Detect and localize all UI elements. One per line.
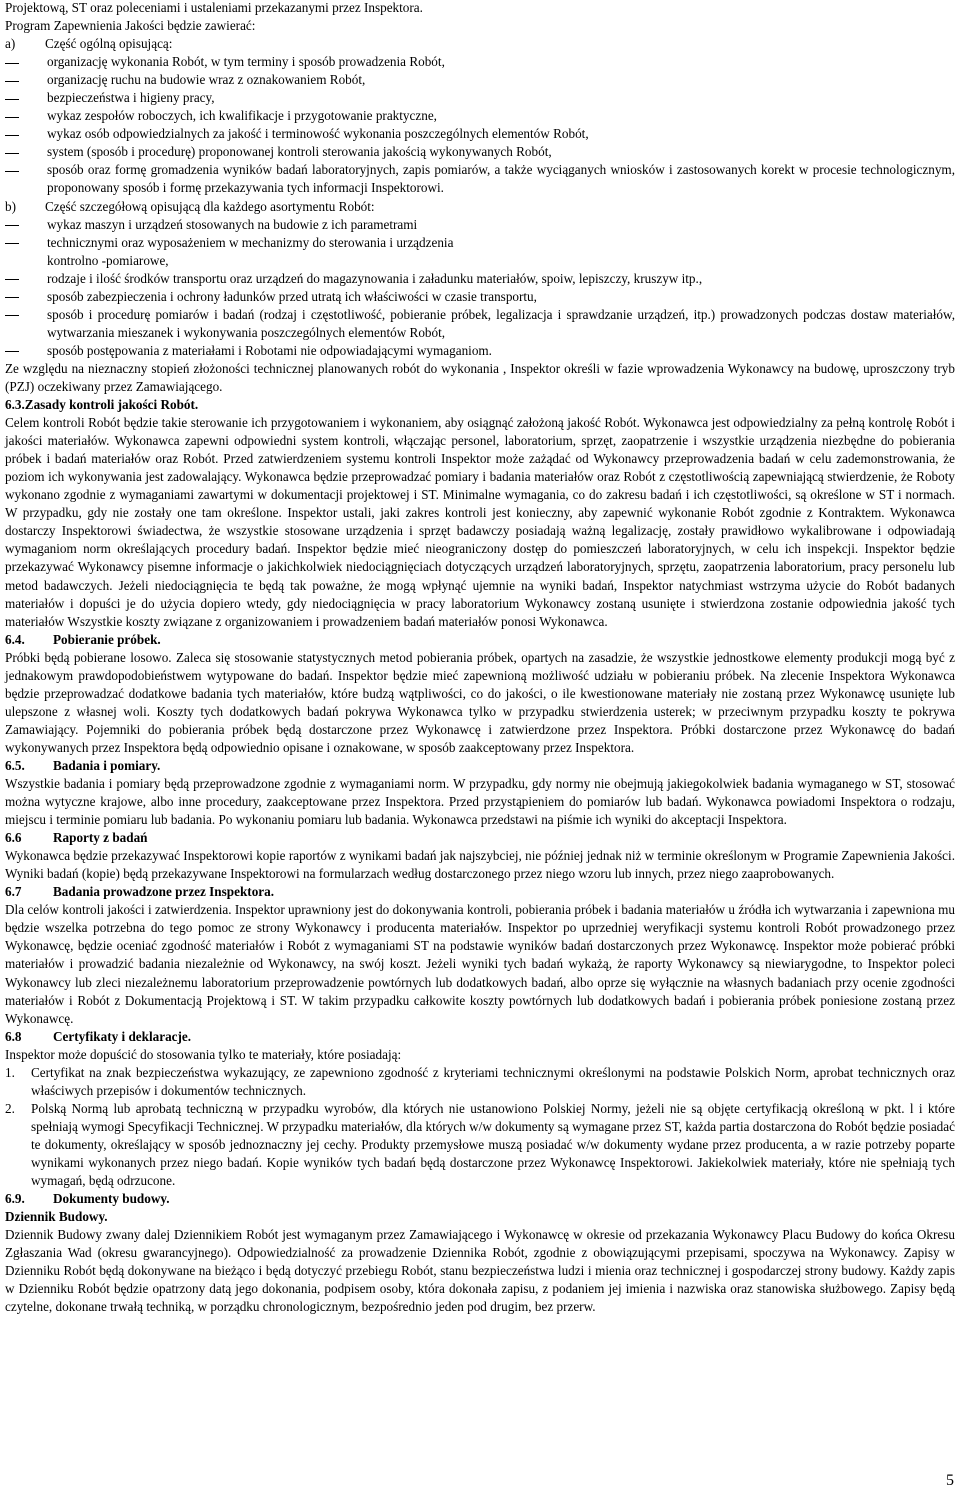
list-item: 2. Polską Normą lub aprobatą techniczną w przypadku wyrobów, dla których nie ustanowiono Polskiej Normy, jeżeli nie są objęte certyfikacją określoną w pkt. l i które spełniają wymogi Specyfikacji Technicznej. W przypadku materiałów, dla których w/w dokumenty są wymagane przez ST, każda partia dostarczona do Robót będzie posiadać te dokumenty, określający w sposób jednoznaczny jej cechy. Produkty przemysłowe muszą posiadać w/w dokumenty wydane przez producenta, a w razie potrzeby poparte wynikami wykonanych przez niego badań. Kopie wyników tych badań będą dostarczone przez Wykonawcę Inspektorowi. Jakiekolwiek materiały, które nie spełniają tych wymagań, będą odrzucone. (5, 1100, 955, 1190)
section-body-6-4: Próbki będą pobierane losowo. Zaleca się stosowanie statystycznych metod pobierania próbek, opartych na zasadzie, że wszystkie jednostkowe elementy produkcji mogą być z jednakowym prawdopodobieństwem wytypowane do badań. Inspektor będzie mieć zapewnioną możliwość udziału w pobieraniu próbek. Na zlecenie Inspektora Wykonawca będzie przeprowadzać dodatkowe badania tych materiałów, które budzą wątpliwości, co do jakości, o ile kwestionowane materiały nie zostaną przez Wykonawcę usunięte lub ulepszone z własnej woli. Koszty tych dodatkowych badań pokrywa Wykonawca tylko w przypadku stwierdzenia usterek; w przeciwnym przypadku koszty te pokrywa Zamawiający. Pojemniki do pobierania próbek będą dostarczone przez Wykonawcę i zatwierdzone przez Inspektora. Próbki dostarczone przez Wykonawcę do badań wykonywanych przez Inspektora będą odpowiednio opisane i oznakowane, w sposób zaakceptowany przez Inspektora. (5, 649, 955, 755)
list-number: 1. (5, 1064, 15, 1080)
part-a-heading (5, 35, 955, 53)
list-item: bezpieczeństwa i higieny pracy, (5, 89, 955, 107)
dash-bullet (5, 161, 47, 197)
list-number: 2. (5, 1100, 15, 1116)
dash-bullet (5, 216, 47, 234)
section-heading-6-7 (5, 883, 955, 901)
document-page (5, 0, 955, 1316)
section-number: 6.6 (5, 830, 22, 846)
section-number: 6.5. (5, 757, 25, 773)
dash-bullet (5, 288, 47, 306)
section-number: 6.8 (5, 1028, 22, 1044)
subheading-dziennik: Dziennik Budowy. (5, 1209, 108, 1225)
section-body-6-5: Wszystkie badania i pomiary będą przeprowadzone zgodnie z wymaganiami norm. W przypadku, gdy normy nie obejmują jakiegokolwiek badania wymaganego w ST, stosować można wytyczne krajowe, albo inne procedury, zaakceptowane przez Inspektora. Przed przystąpieniem do pomiarów lub badań. Wykonawca powiadomi Inspektora o rodzaju, miejscu i terminie pomiaru lub badania. Po wykonaniu pomiaru lub badania. Wykonawca przedstawi na piśmie ich wyniki do akceptacji Inspektora. (5, 776, 955, 828)
section-body-6-7: Dla celów kontroli jakości i zatwierdzenia. Inspektor uprawniony jest do dokonywania kontroli, pobierania próbek i badania materiałów u źródła ich wytwarzania i zapewniona mu będzie wszelka potrzebna do tego pomoc ze strony Wykonawcy i producenta materiałów. Inspektor po uprzedniej weryfikacji systemu kontroli Robót prowadzonego przez Wykonawcę, będzie oceniać zgodność materiałów i Robót z wymaganiami ST na podstawie wyników badań dostarczonych przez Wykonawcę. Inspektor może pobierać próbki materiałów i prowadzić badania niezależnie od Wykonawcy, na swój koszt. Jeżeli wyniki tych badań wykażą, że raporty Wykonawcy są niewiarygodne, to Inspektor poleci Wykonawcy lub zleci niezależnemu laboratorium przeprowadzenie powtórnych lub dodatkowych badań, albo oprze się wyłącznie na własnych badaniach przy ocenie zgodności materiałów i Robót z Dokumentacją Projektową i ST. W takim przypadku całkowite koszty powtórnych lub dodatkowych badań i pobierania próbek poniesione zostaną przez Wykonawcę. (5, 902, 955, 1026)
dash-bullet (5, 270, 47, 288)
list-item: organizację wykonania Robót, w tym terminy i sposób prowadzenia Robót, (5, 53, 955, 71)
list-marker: b) (5, 198, 16, 214)
part-a-title: Część ogólną opisującą: (45, 36, 173, 52)
dash-bullet (5, 342, 47, 360)
section-title: Badania prowadzone przez Inspektora. (53, 884, 275, 900)
dash-bullet (5, 89, 47, 107)
list-continuation: kontrolno -pomiarowe, (47, 252, 169, 268)
list-item: system (sposób i procedurę) proponowanej kontroli sterowania jakością wykonywanych Robót, (5, 143, 955, 161)
section-title: Pobieranie próbek. (53, 631, 161, 647)
section-heading-6-5 (5, 757, 955, 775)
closing-paragraph: Ze względu na nieznaczny stopień złożoności technicznej planowanych robót do wykonania , Inspektor określi w fazie wprowadzenia Wykonawcy na budowę, uproszczony tryb (PZJ) oczekiwany przez Zamawiającego. (5, 360, 955, 394)
section-intro-6-8: Inspektor może dopuścić do stosowania tylko te materiały, które posiadają: (5, 1046, 402, 1062)
dash-bullet (5, 71, 47, 89)
section-body-6-3: Celem kontroli Robót będzie takie sterowanie ich przygotowaniem i wykonaniem, aby osiągnąć założoną jakość Robót. Wykonawca jest odpowiedzialny za pełną kontrolę Robót i jakości materiałów. Wykonawca zapewni odpowiedni system kontroli, włączając personel, laboratorium, sprzęt, zaopatrzenie i wszystkie urządzenia niezbędne do pobierania próbek i badań materiałów oraz Robót. Przed zatwierdzeniem systemu kontroli Inspektor może zażądać od Wykonawcy przeprowadzenia badań w celu zademonstrowania, że poziom ich wykonywania jest zadowalający. Wykonawca będzie przeprowadzać pomiary i badania materiałów oraz Robót z częstotliwością zapewniającą stwierdzenie, że Roboty wykonano zgodnie z wymaganiami zawartymi w dokumentacji projektowej i ST. Minimalne wymagania, co do zakresu badań i ich częstotliwości, są określone w ST i normach. W przypadku, gdy nie zostały one tam określone. Inspektor ustali, jaki zakres kontroli jest konieczny, aby zapewnić wykonanie Robót zgodnie z Kontraktem. Wykonawca dostarczy Inspektorowi świadectwa, że wszystkie stosowane urządzenia i sprzęt badawczy posiadają ważną legalizację, zostały prawidłowo wykalibrowane i odpowiadają wymaganiom norm określających procedury badań. Inspektor będzie mieć nieograniczony dostęp do pomieszczeń laboratoryjnych, w celu ich inspekcji. Inspektor będzie przekazywać Wykonawcy pisemne informacje o jakichkolwiek niedociągnięciach dotyczących urządzeń laboratoryjnych, sprzętu, zaopatrzenia laboratorium, pracy personelu lub metod badawczych. Jeżeli niedociągnięcia te będą tak poważne, że mogą wpłynąć ujemnie na wyniki badań, Inspektor natychmiast wstrzyma użycie do Robót badanych materiałów i dopuści je do użycia dopiero wtedy, gdy niedociągnięcia w pracy laboratorium Wykonawcy zostaną usunięte i stwierdzona zostanie odpowiednia jakość tych materiałów Wszystkie koszty związane z organizowaniem i prowadzeniem badań materiałów ponosi Wykonawca. (5, 415, 955, 629)
section-title: Dokumenty budowy. (53, 1191, 170, 1207)
list-item: technicznymi oraz wyposażeniem w mechanizmy do sterowania i urządzenia (5, 234, 955, 252)
list-marker: a) (5, 36, 16, 52)
dash-bullet (5, 143, 47, 161)
section-heading-6-8 (5, 1028, 955, 1046)
section-heading-6-9 (5, 1190, 955, 1208)
section-title: Badania i pomiary. (53, 757, 161, 773)
dash-bullet (5, 234, 47, 252)
section-body-6-6: Wykonawca będzie przekazywać Inspektorowi kopie raportów z wynikami badań jak najszybciej, nie później jednak niż w terminie określonym w Programie Zapewnienia Jakości. Wyniki badań (kopie) będą przekazywane Inspektorowi na formularzach według dostarczonego przez niego wzoru lub innych, przez niego zaaprobowanych. (5, 848, 955, 882)
section-heading-6-6 (5, 829, 955, 847)
list-item: sposób postępowania z materiałami i Robotami nie odpowiadającymi wymaganiom. (5, 342, 955, 360)
dash-bullet (5, 107, 47, 125)
section-number: 6.4. (5, 631, 25, 647)
section-heading-6-3: 6.3.Zasady kontroli jakości Robót. (5, 397, 199, 413)
list-item: rodzaje i ilość środków transportu oraz urządzeń do magazynowania i załadunku materiałów, spoiw, lepiszczy, kruszyw itp., (5, 270, 955, 288)
list-item: sposób i procedurę pomiarów i badań (rodzaj i częstotliwość, pobieranie próbek, legalizacja i sprawdzanie urządzeń, itp.) prowadzonych podczas dostaw materiałów, wytwarzania mieszanek i wykonywania poszczególnych elementów Robót, (5, 306, 955, 342)
part-b-heading (5, 198, 955, 216)
section-heading-6-4 (5, 631, 955, 649)
list-item: organizację ruchu na budowie wraz z oznakowaniem Robót, (5, 71, 955, 89)
intro-line: Projektową, ST oraz poleceniami i ustaleniami przekazanymi przez Inspektora. (5, 0, 423, 15)
dash-bullet (5, 125, 47, 143)
section-number: 6.7 (5, 884, 22, 900)
list-item: wykaz osób odpowiedzialnych za jakość i terminowość wykonania poszczególnych elementów Robót, (5, 125, 955, 143)
page-number: 5 (946, 1472, 954, 1489)
program-intro: Program Zapewnienia Jakości będzie zawierać: (5, 18, 256, 34)
section-title: Certyfikaty i deklaracje. (53, 1028, 192, 1044)
list-item: wykaz zespołów roboczych, ich kwalifikacje i przygotowanie praktyczne, (5, 107, 955, 125)
list-item: sposób zabezpieczenia i ochrony ładunków przed utratą ich właściwości w czasie transportu, (5, 288, 955, 306)
dash-bullet (5, 306, 47, 342)
section-body-6-9: Dziennik Budowy zwany dalej Dziennikiem Robót jest wymaganym przez Zamawiającego i Wykonawcę w okresie od przekazania Wykonawcy Placu Budowy do końca Okresu Zgłaszania Wad (okresu gwarancyjnego). Odpowiedzialność za prowadzenie Dziennika Robót, zgodnie z obowiązującymi przepisami, spoczywa na Wykonawcy. Zapisy w Dzienniku Robót będą dokonywane na bieżąco i będą dotyczyć przebiegu Robót, stanu bezpieczeństwa ludzi i mienia oraz technicznej i gospodarczej strony budowy. Każdy zapis w Dzienniku Robót będzie opatrzony datą jego dokonania, podpisem osoby, która dokonała zapisu, z podaniem jej imienia i nazwiska oraz stanowiska służbowego. Zapisy będą czytelne, dokonane trwałą techniką, w porządku chronologicznym, bezpośrednio jeden pod drugim, bez przerw. (5, 1227, 955, 1315)
section-title: Raporty z badań (53, 830, 148, 846)
list-item: sposób oraz formę gromadzenia wyników badań laboratoryjnych, zapis pomiarów, a także wyciąganych wniosków i zastosowanych korekt w procesie technologicznym, proponowany sposób i formę przekazywania tych informacji Inspektorowi. (5, 161, 955, 197)
list-item: wykaz maszyn i urządzeń stosowanych na budowie z ich parametrami (5, 216, 955, 234)
dash-bullet (5, 53, 47, 71)
list-item: 1. Certyfikat na znak bezpieczeństwa wykazujący, ze zapewniono zgodność z kryteriami technicznymi określonymi na podstawie Polskich Norm, aprobat technicznych oraz właściwych przepisów i dokumentów technicznych. (5, 1064, 955, 1100)
part-b-title: Część szczegółową opisującą dla każdego asortymentu Robót: (45, 198, 375, 214)
section-number: 6.9. (5, 1191, 25, 1207)
